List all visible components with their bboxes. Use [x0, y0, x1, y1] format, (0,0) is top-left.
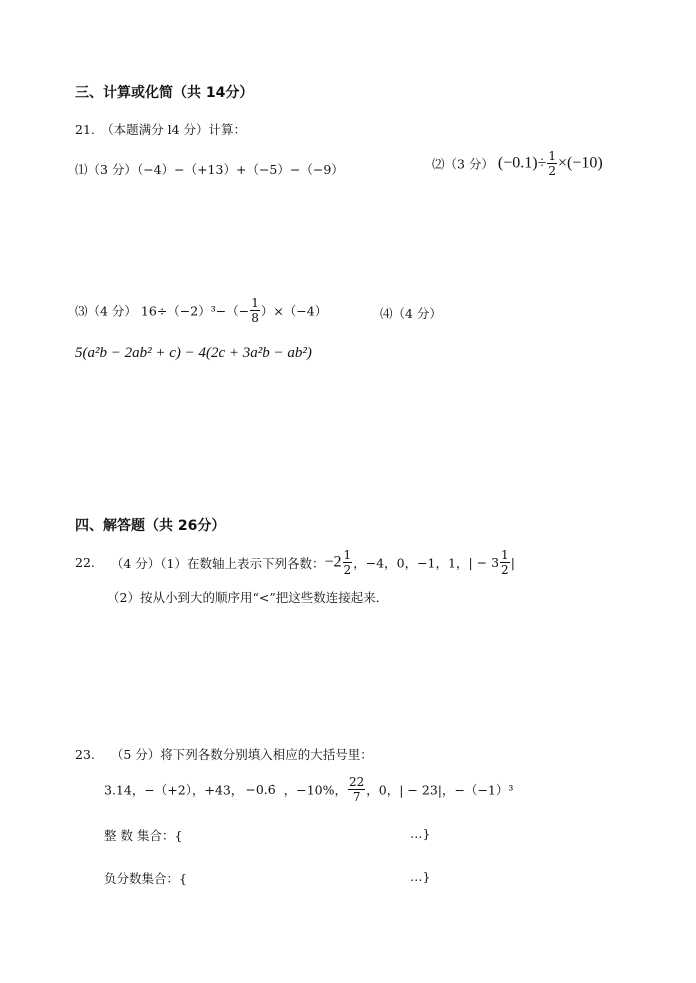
q21-part2-fraction [547, 150, 557, 177]
q21-part2-expr-b: ×(−10) [558, 154, 603, 172]
q22-part2: （2）按从小到大的顺序用“<”把这些数连接起来． [107, 590, 389, 605]
q22-part1-text: （4 分）（1）在数轴上表示下列各数： [110, 555, 325, 571]
q21-part3-fraction [250, 297, 260, 324]
q22-frac1-den: 2 [343, 563, 352, 577]
q21-part2-expr-a: (−0.1)÷ [497, 154, 547, 172]
q21-part3-frac-num: 1 [251, 296, 259, 310]
q22-mixed-number-fraction [343, 549, 353, 576]
q21-part4-expression: 5(a²b − 2ab² + c) − 4(2c + 3a²b − ab²) [75, 345, 312, 361]
q21-part2 [432, 150, 603, 177]
q22-number-list: ，−4，0，−1，1， [353, 555, 469, 571]
q21-header: 21. （本题满分 l4 分）计算： [75, 122, 247, 137]
q21-part2-frac-num: 1 [548, 149, 557, 163]
q22-abs-fraction [500, 549, 510, 576]
q21-part3 [75, 297, 327, 324]
q21-part3-expr-a: 16÷（−2）³−（− [140, 303, 250, 319]
q21-part1-label: ⑴（3 分） [75, 162, 137, 177]
section-3-title: 三、计算或化简（共 14分） [75, 85, 254, 101]
q21-part1-expression: （−4）−（+13）+（−5）−（−9） [136, 162, 344, 177]
q23-negative-fraction-set-end: …} [410, 869, 431, 884]
q23-frac-num: 22 [349, 775, 365, 789]
q23-number: 23. [75, 747, 95, 762]
q21-part2-frac-den: 2 [548, 164, 557, 178]
q21-part2-label: ⑵（3 分） [432, 156, 494, 172]
q22-frac2-num: 1 [501, 548, 509, 562]
q22-frac1-num: 1 [343, 548, 352, 562]
q23-number-list [104, 776, 513, 803]
q21-part4-label: ⑷（4 分） [380, 306, 442, 321]
q23-text: （5 分）将下列各数分别填入相应的大括号里： [110, 747, 373, 762]
q23-integer-set-label: 整 数 集合：{ [104, 828, 183, 843]
q23-list-c: ，0，| − 23|，−（−1）³ [366, 782, 514, 798]
q23-negative-fraction-set-label: 负分数集合：{ [104, 871, 187, 886]
q21-part3-expr-b: ）×（−4） [260, 303, 328, 319]
q22-abs-open: | − 3 [468, 555, 500, 570]
q21-part3-frac-den: 8 [251, 311, 259, 325]
q23-list-a: 3.14，−（+2），+43， [104, 782, 244, 798]
q22-line1 [75, 549, 515, 576]
q23-integer-set-end: …} [410, 826, 431, 841]
q21-part1 [75, 160, 344, 178]
q21-part3-label: ⑶（4 分） [75, 303, 137, 319]
q23-line [75, 745, 373, 763]
q22-number: 22. [75, 555, 95, 570]
q22-frac2-den: 2 [501, 563, 509, 577]
q23-frac-den: 7 [352, 790, 361, 804]
q23-list-b: ，−10%， [283, 782, 347, 798]
section-4-title: 四、解答题（共 26分） [75, 518, 226, 534]
q23-fraction [348, 776, 365, 803]
q22-mixed-number-whole: −2 [324, 553, 342, 571]
q23-repeating-decimal: −0.6̇ [245, 782, 276, 797]
q22-abs-close: | [510, 555, 515, 570]
